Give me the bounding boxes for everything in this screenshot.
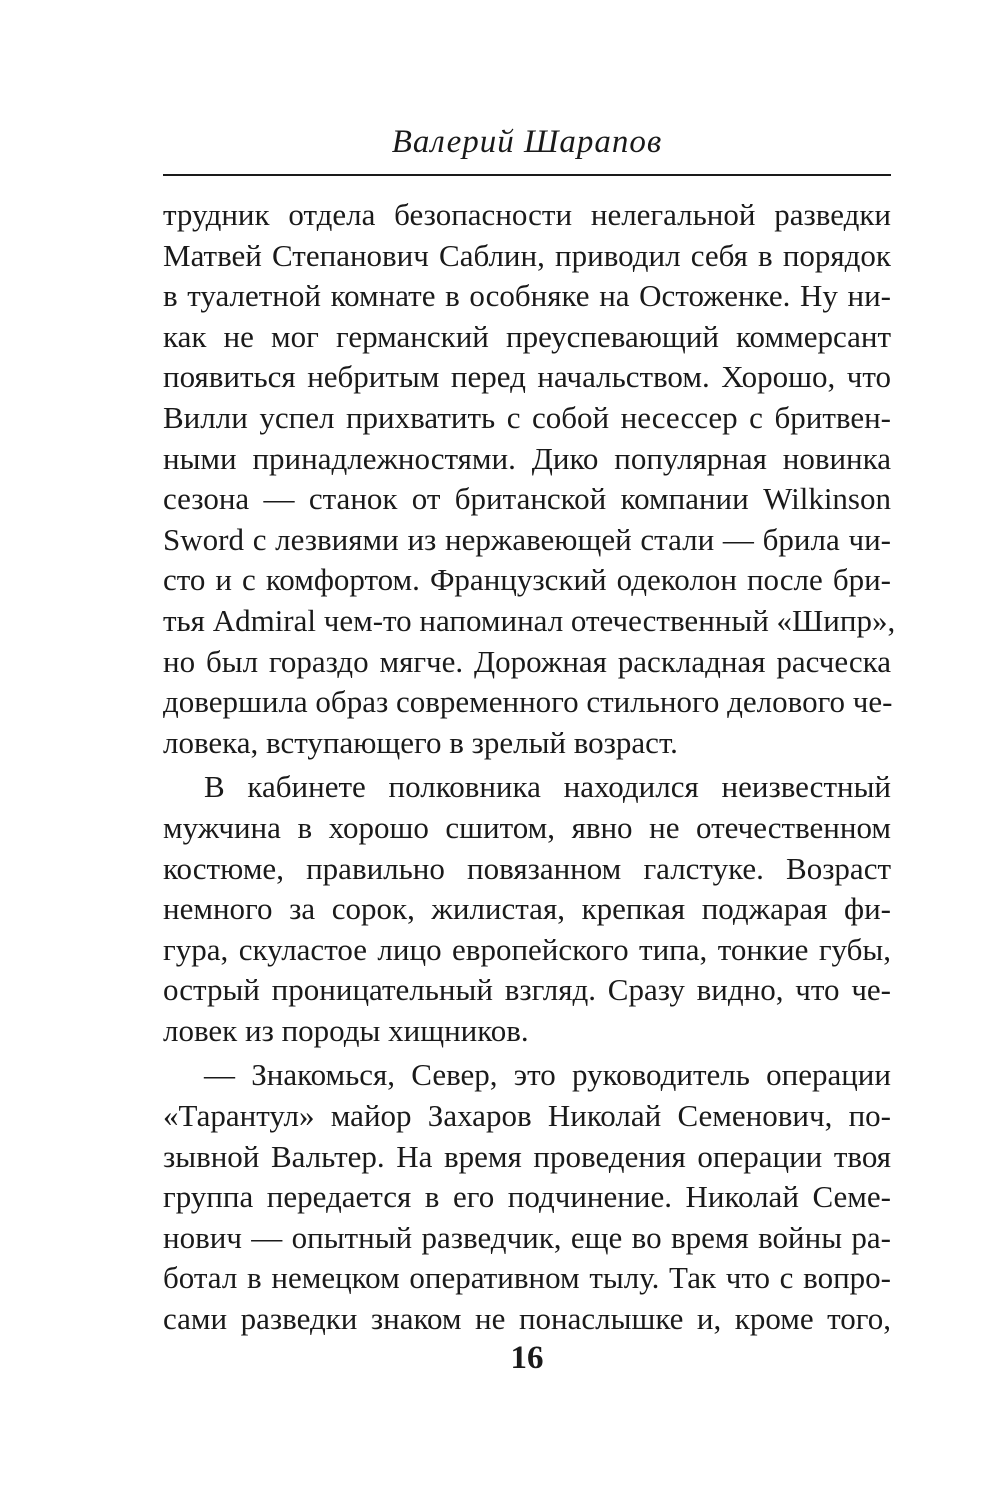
text-line: появиться небритым перед начальством. Хорошо, что: [163, 359, 891, 395]
text-line: как не мог германский преуспевающий коммерсант: [163, 318, 891, 354]
text-line: немного за сорок, жилистая, крепкая поджарая фи-: [163, 891, 891, 927]
text-line: но был гораздо мягче. Дорожная раскладная расческа: [163, 643, 891, 679]
text-line: тья Admiral чем-то напоминал отечественный «Шипр»,: [163, 602, 896, 638]
text-line: ботал в немецком оперативном тылу. Так что с вопро-: [163, 1260, 891, 1296]
text-line: довершила образ современного стильного делового че-: [163, 684, 893, 720]
paragraph-first-line: В кабинете полковника находился неизвестный: [204, 769, 891, 805]
text-line: Матвей Степанович Саблин, приводил себя в порядок: [163, 237, 891, 273]
text-line: сами разведки знаком не понаслышке и, кроме того,: [163, 1301, 891, 1337]
text-line: Sword с лезвиями из нержавеющей стали — брила чи-: [163, 521, 891, 557]
paragraph-first-line: — Знакомься, Север, это руководитель операции: [204, 1057, 891, 1093]
text-line: Вилли успел прихватить с собой несессер с бритвен-: [163, 399, 891, 435]
text-line: ными принадлежностями. Дико популярная новинка: [163, 440, 891, 476]
text-line: зывной Вальтер. На время проведения операции твоя: [163, 1138, 891, 1174]
text-line: сезона — станок от британской компании Wilkinson: [163, 481, 891, 517]
text-line: костюме, правильно повязанном галстуке. Возраст: [163, 850, 891, 886]
text-line: «Тарантул» майор Захаров Николай Семенович, по-: [163, 1098, 891, 1134]
text-line: гура, скуластое лицо европейского типа, тонкие губы,: [163, 931, 891, 967]
running-head-author: Валерий Шарапов: [391, 124, 663, 160]
text-line: в туалетной комнате в особняке на Остоженке. Ну ни-: [163, 278, 891, 314]
body-text: [163, 195, 896, 1340]
paragraph-last-line: ловек из породы хищников.: [163, 1012, 529, 1048]
header-rule: [163, 174, 891, 176]
text-line: сто и с комфортом. Французский одеколон после бри-: [163, 562, 891, 598]
text-line: группа передается в его подчинение. Николай Семе-: [163, 1179, 891, 1215]
paragraph-last-line: ловека, вступающего в зрелый возраст.: [163, 724, 678, 760]
page-number: 16: [510, 1340, 544, 1376]
text-line: нович — опытный разведчик, еще во время войны ра-: [163, 1219, 891, 1255]
text-line: острый проницательный взгляд. Сразу видно, что че-: [163, 972, 891, 1008]
text-line: трудник отдела безопасности нелегальной разведки: [163, 197, 891, 232]
text-line: мужчина в хорошо сшитом, явно не отечественном: [163, 809, 891, 845]
